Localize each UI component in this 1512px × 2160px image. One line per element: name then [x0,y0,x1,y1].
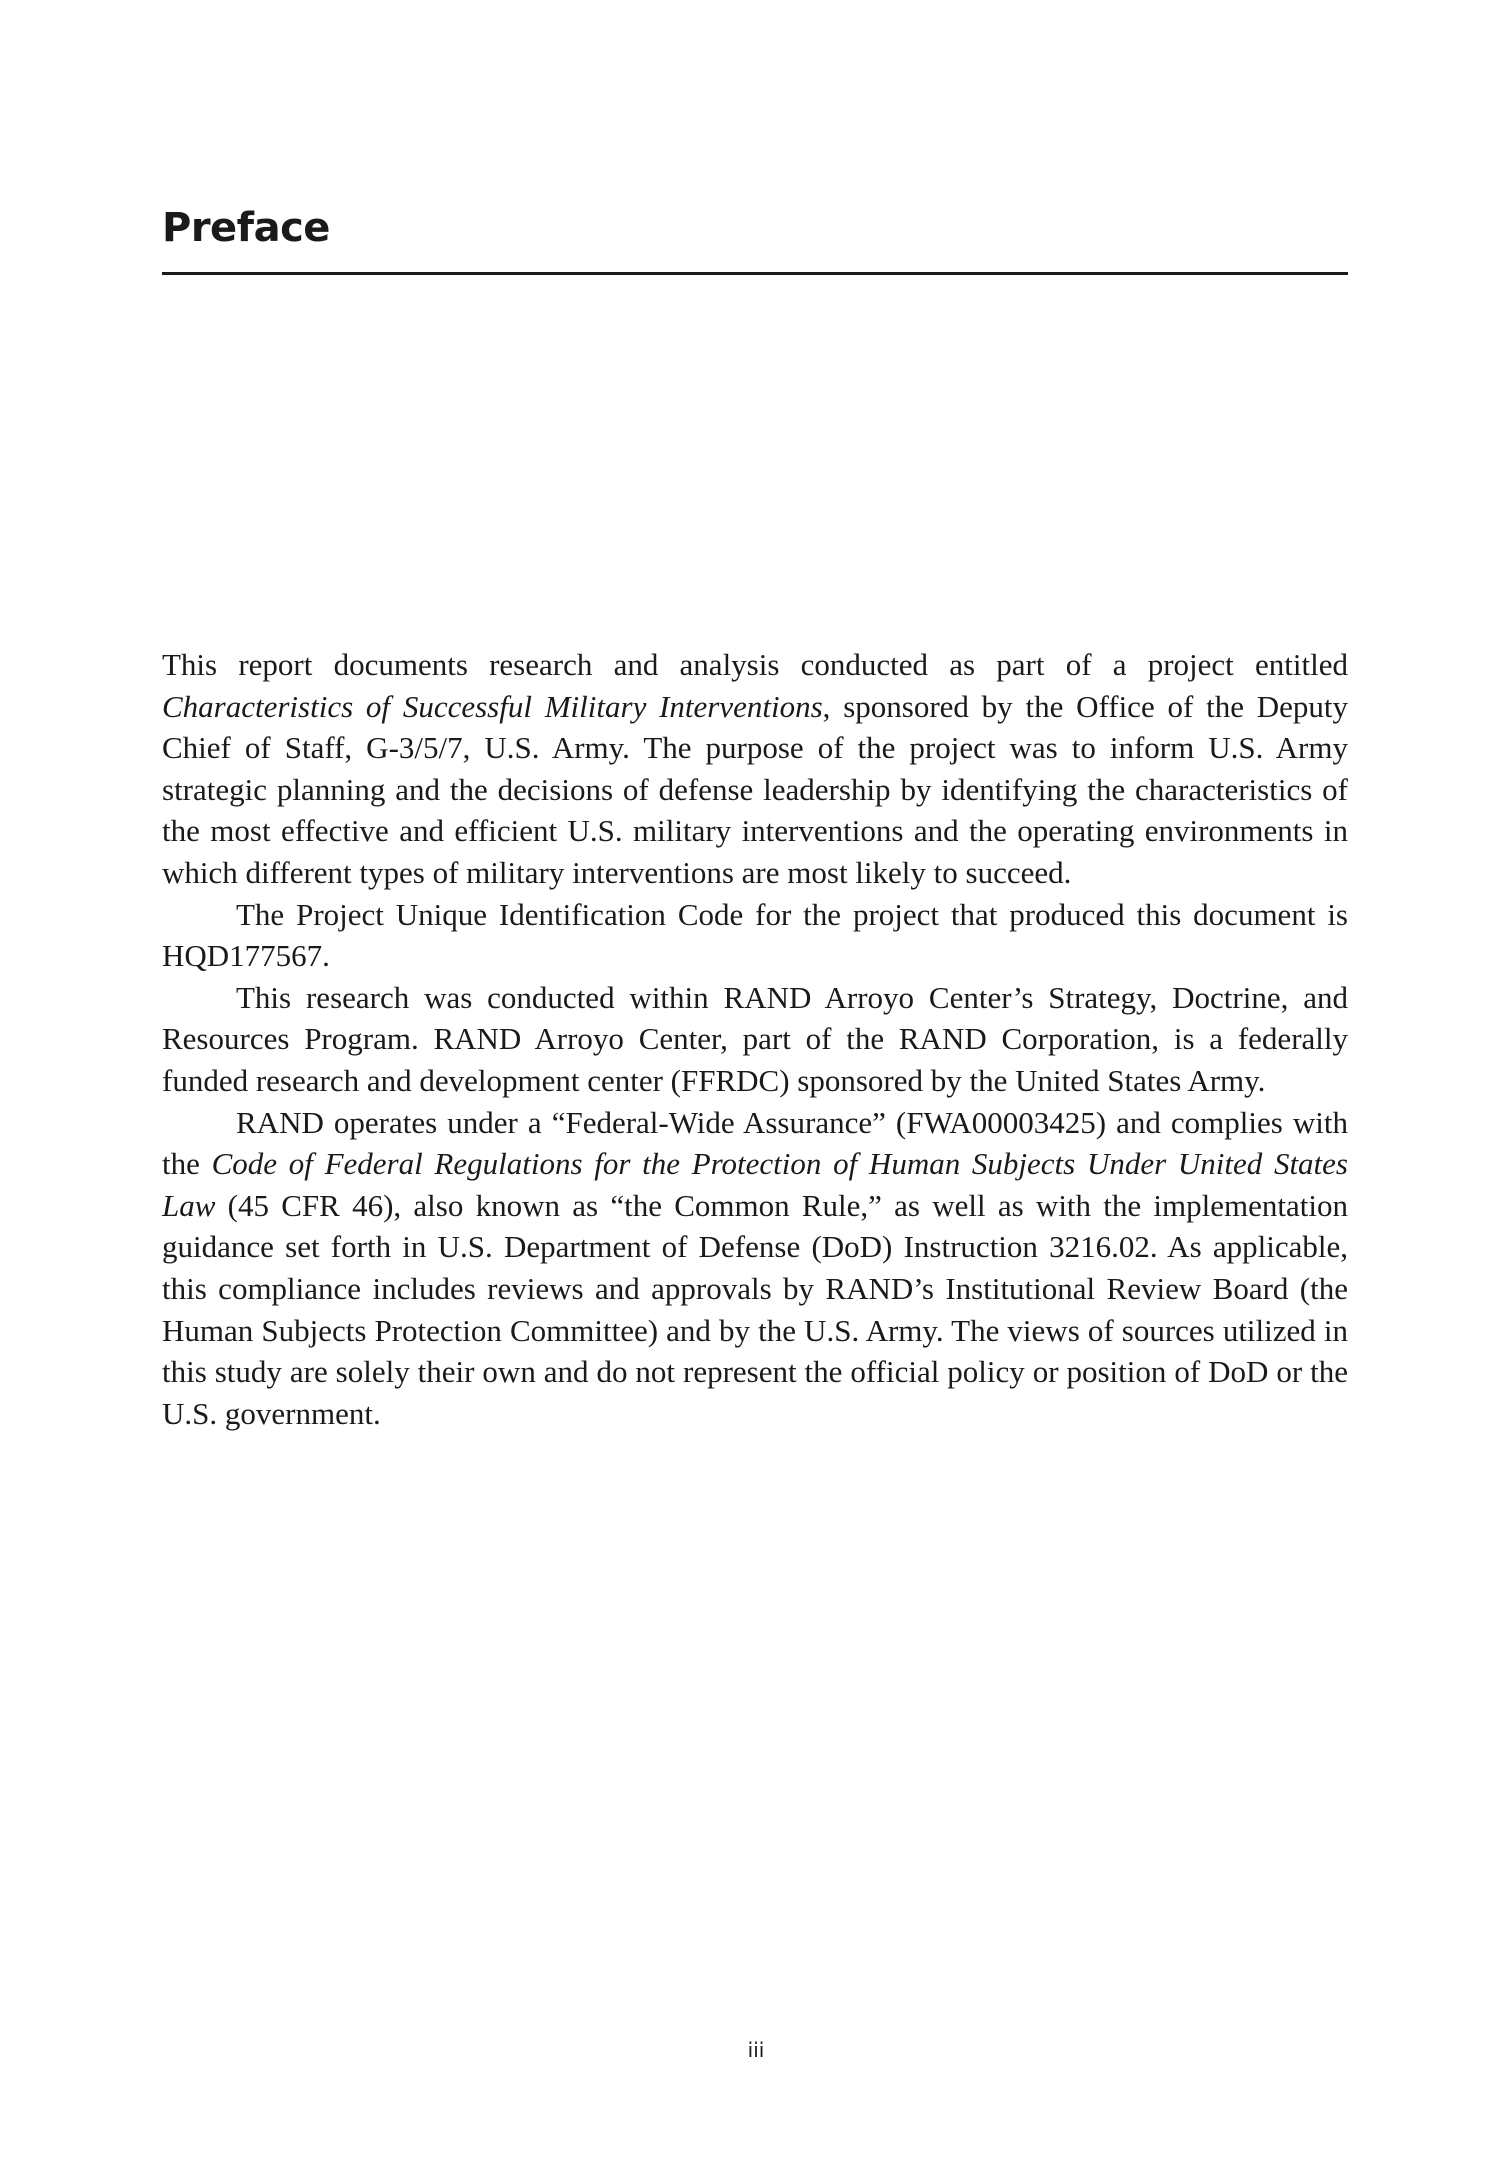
page-number: iii [747,2038,765,2062]
paragraph-1-text-end: , sponsored by the Office of the Deputy Chief of Staff, G-3/5/7, U.S. Army. The purpose of the project was to inform U.S. Army strategic planning and the decisions of defense leadership by identifying the characteristics of the most effective and efficient U.S. military interventions and the operating environments in which different types of military interventions are most likely to succeed. [162,688,1348,890]
paragraph-4-text-start: RAND operates under a “Federal-Wide Assurance” (FWA00003425) and complies with the [162,1104,1348,1182]
project-title-italic: Characteristics of Successful Military Interventions [162,688,823,724]
paragraph-4 [162,1102,1348,1435]
page-title: Preface [162,205,330,251]
regulation-title-italic: Code of Federal Regulations for the Protection of Human Subjects Under United States Law [162,1146,1348,1223]
preface-body [162,644,1348,1434]
paragraph-1-text-start: This report documents research and analysis conducted as part of a project entitled [162,647,1348,682]
paragraph-1 [162,644,1348,894]
paragraph-3: This research was conducted within RAND Arroyo Center’s Strategy, Doctrine, and Resources Program. RAND Arroyo Center, part of the RAND Corporation, is a federally funded research and development center (FFRDC) sponsored by the United States Army. [162,979,1348,1098]
title-divider [162,272,1348,275]
paragraph-2: The Project Unique Identification Code for the project that produced this document is HQD177567. [162,896,1348,974]
paragraph-4-text-end: (45 CFR 46), also known as “the Common Rule,” as well as with the implementation guidance set forth in U.S. Department of Defense (DoD) Instruction 3216.02. As applicable, this compliance includes reviews and approvals by RAND’s Institutional Review Board (the Human Subjects Protection Committee) and by the U.S. Army. The views of sources utilized in this study are solely their own and do not represent the official policy or position of DoD or the U.S. government. [162,1187,1348,1431]
